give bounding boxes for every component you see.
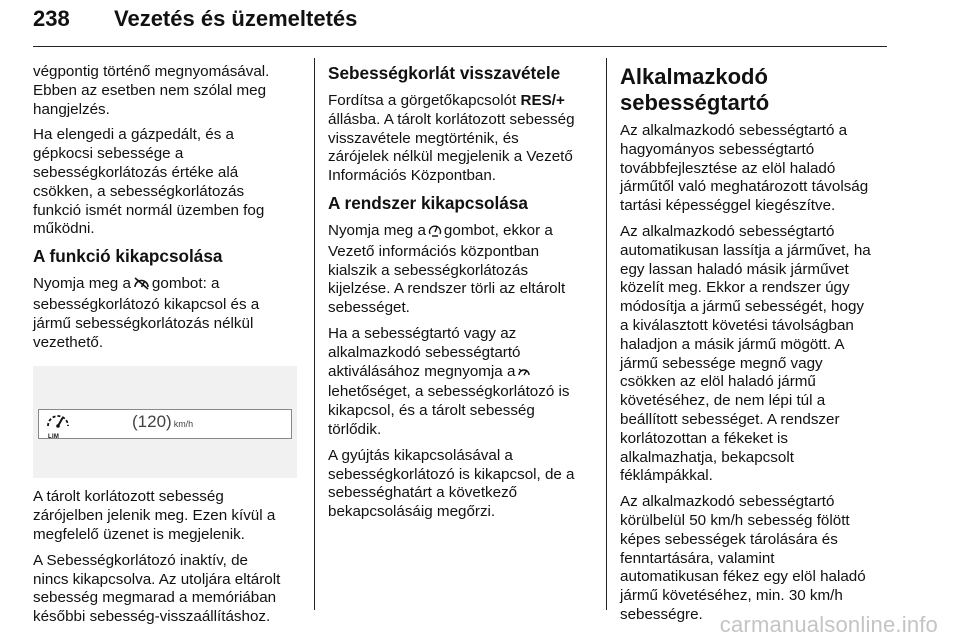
cruise-text-pre: Ha a sebességtartó vagy az alkalmazkodó sebességtartó aktiválásához megnyomja a: [328, 324, 521, 380]
adaptive-p2: Az alkalmazkodó sebességtartó automatikusan lassítja a járművet, ha egy lassan haladó másik járművet közelít meg. Ekkor a rendszer úgy módosítja a jármű sebességét, hogy a kiválasztott követési távolságban haladjon a másik jármű mögött. A jármű sebessége megnő vagy csökken az elöl haladó jármű követéséhez, de nem lépi túl a beállított sebességet. A rendszer korlátozottan a fékeket is alkalmazhatja, bekapcsolt féklámpákkal.: [620, 222, 871, 485]
column-1: [33, 63, 309, 634]
speed-unit: km/h: [173, 419, 194, 430]
heading-adaptive-cruise: Alkalmazkodó sebességtartó: [620, 64, 770, 115]
off-text-post: gombot, ekkor a Vezető információs központban kialszik a sebességkorlátozás kijelzése. A rendszer törli az eltárolt sebességet.: [328, 221, 566, 317]
intro-paragraph: végpontig történő megnyomásával. Ebben az esetben nem szólal meg hangjelzés.: [33, 63, 270, 118]
speed-value: (120): [132, 412, 172, 432]
column-2: [328, 63, 600, 529]
speed-limiter-off-icon: [133, 276, 150, 296]
speed-limiter-display-figure: [33, 366, 297, 478]
ignition-paragraph: A gyújtás kikapcsolásával a sebességkorlátozó is kikapcsol, de a sebességhatárt a következő bekapcsolásáig megőrzi.: [328, 446, 575, 521]
res-plus-label: RES/+: [520, 92, 565, 109]
recall-paragraph: [328, 92, 600, 186]
page-number: 238: [33, 6, 70, 31]
stored-paragraph: A tárolt korlátozott sebesség zárójelben jelenik meg. Ezen kívül a megfelelő üzenet is megjelenik.: [33, 488, 276, 543]
press-text-pre: Nyomja meg a: [33, 275, 131, 293]
cruise-text-post: lehetőséget, a sebességkorlátozó is kikapcsol, és a tárolt sebesség törlődik.: [328, 383, 570, 438]
system-off-paragraph: [328, 222, 600, 318]
driver-info-display: [38, 409, 292, 439]
heading-system-off: A rendszer kikapcsolása: [328, 192, 528, 213]
recall-text-pre: Fordítsa a görgetőkapcsolót: [328, 92, 517, 109]
cruise-control-icon: [517, 365, 531, 384]
column-divider-1: [314, 58, 315, 610]
inactive-paragraph: A Sebességkorlátozó inaktív, de nincs kikapcsolva. Az utoljára eltárolt sebesség megmarad a memóriában későbbi sebesség-visszaállításhoz.: [33, 551, 281, 626]
off-text-pre: Nyomja meg a: [328, 221, 426, 239]
press-button-paragraph: [33, 275, 309, 352]
cruise-activation-paragraph: [328, 325, 600, 440]
release-paragraph: Ha elengedi a gázpedált, és a gépkocsi sebessége a sebességkorlátozás értéke alá csökken, a sebességkorlátozás funkció ismét normál üzemben fog működni.: [33, 126, 265, 238]
column-divider-2: [606, 58, 607, 610]
header-rule: [33, 46, 887, 47]
adaptive-p1: Az alkalmazkodó sebességtartó a hagyományos sebességtartó továbbfejlesztése az elöl haladó járműtől való meghatározott távolság tartási képességgel kiegészítve.: [620, 122, 869, 215]
heading-limit-recall: Sebességkorlát visszavétele: [328, 63, 561, 83]
stored-speed-value: [132, 413, 193, 434]
heading-function-off: A funkció kikapcsolása: [33, 246, 223, 267]
recall-text-post: állásba. A tárolt korlátozott sebesség visszavétele megtörténik, és zárójelek nélkül megjelenik a Vezető Információs Központban.: [328, 110, 575, 185]
cruise-off-icon: [428, 222, 442, 243]
press-text-post: gombot: a sebességkorlátozó kikapcsol és a jármű sebességkorlátozás nélkül vezethető.: [33, 275, 260, 351]
page-title: Vezetés és üzemeltetés: [114, 6, 358, 31]
lim-label: LIM: [48, 434, 60, 441]
adaptive-p3: Az alkalmazkodó sebességtartó körülbelül 50 km/h sebesség fölött képes sebességek tárolására és fenntartására, valamint automatikusan fékez egy elöl haladó jármű követéséhez, min. 30 km/h sebességre.: [620, 493, 866, 623]
watermark: carmanualsonline.info: [719, 612, 938, 637]
column-3: [620, 64, 890, 632]
